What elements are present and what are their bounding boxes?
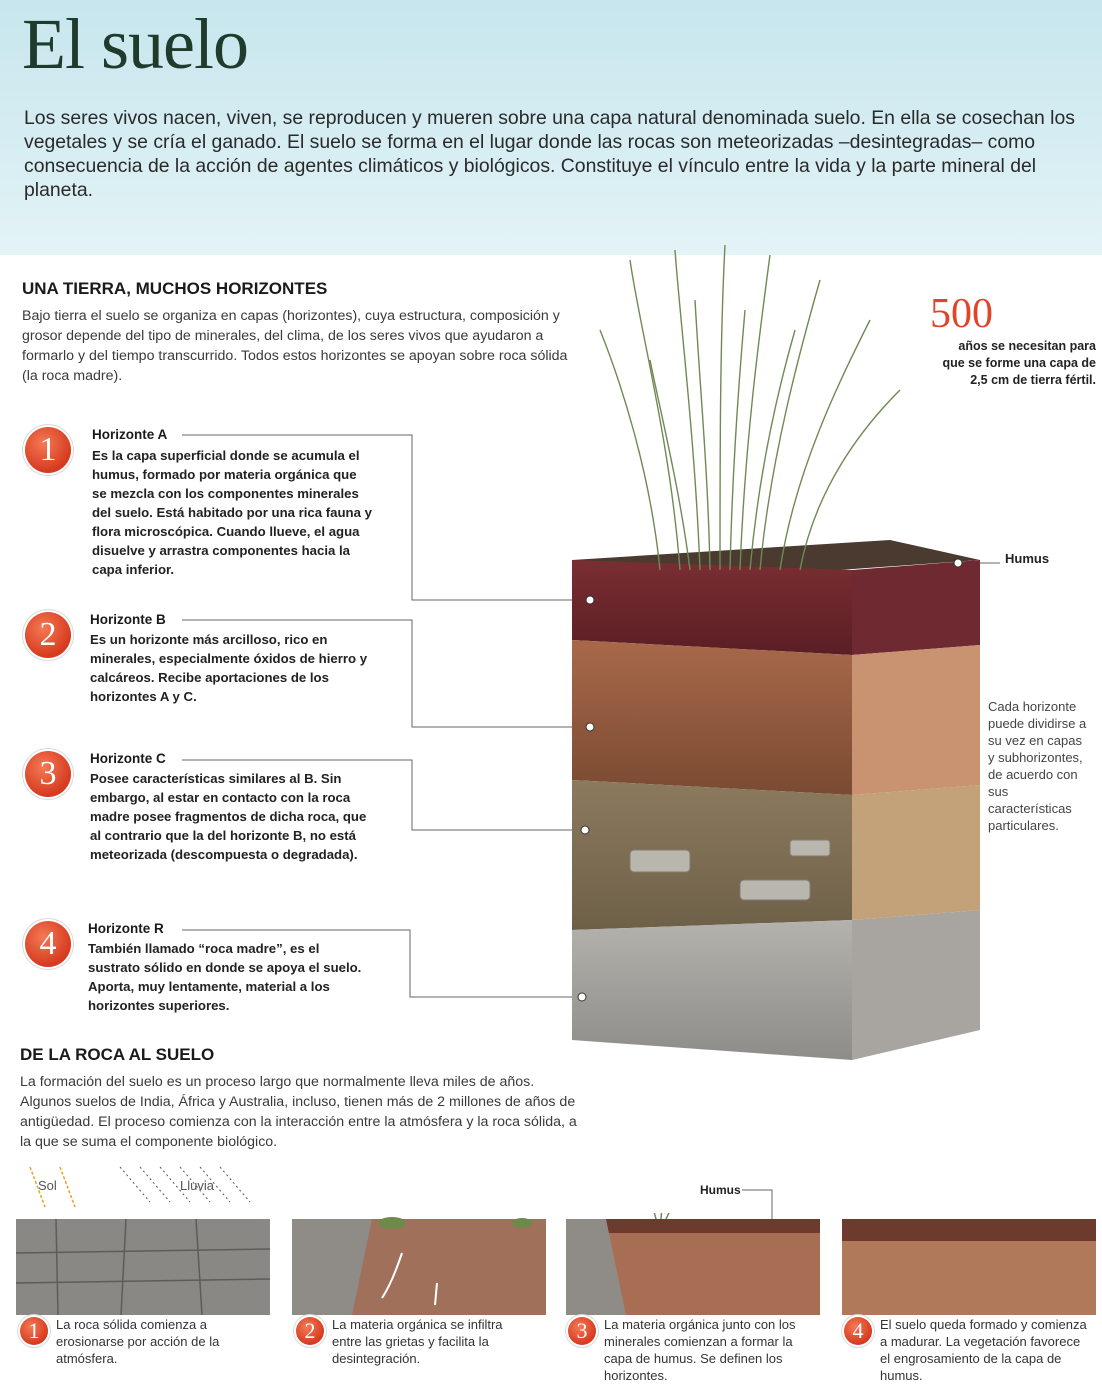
step-4-text: El suelo queda formado y comienza a madurar. La vegetación favorece el engrosamiento de la capa de humus.	[880, 1317, 1087, 1383]
sol-label: Sol	[38, 1178, 57, 1193]
horizon-r-title: Horizonte R	[88, 921, 164, 936]
step-3-text: La materia orgánica junto con los minerales comienzan a formar la capa de humus. Se definen los horizontes.	[604, 1317, 796, 1383]
badge-3: 3	[25, 751, 71, 797]
panel-2-cracks	[292, 1213, 546, 1315]
step-badge-2: 2	[296, 1317, 324, 1345]
humus-small-label: Humus	[700, 1183, 741, 1197]
fact-text: años se necesitan para que se forme una capa de 2,5 cm de tierra fértil.	[942, 339, 1096, 387]
horizon-c-side	[852, 785, 980, 920]
horizon-b-text: Es un horizonte más arcilloso, rico en minerales, especialmente óxidos de hierro y calcáreos. Recibe aportaciones de los horizontes A y C.	[90, 632, 368, 704]
horizon-a-side	[852, 560, 980, 655]
grass-tuft	[600, 245, 900, 570]
horizon-a-layer	[572, 560, 852, 655]
section-text-formation: La formación del suelo es un proceso largo que normalmente lleva miles de años. Algunos suelos de India, África y Australia, incluso, tienen más de 2 millones de años de antigüedad. El proceso comienza con la interacción entre la atmósfera y la roca sólida, a la que se suma el componente biológico.	[20, 1074, 577, 1150]
horizon-b-layer	[572, 640, 852, 795]
section-text-horizons: Bajo tierra el suelo se organiza en capas (horizontes), cuya estructura, composición y grosor depende del tipo de minerales, del clima, de los seres vivos que ayudaron a formarlo y del tiempo transcurrido. Todos estos horizontes se apoyan sobre roca sólida (la roca madre).	[22, 308, 568, 384]
section-heading-horizons: UNA TIERRA, MUCHOS HORIZONTES	[22, 279, 328, 298]
horizon-r-text: También llamado “roca madre”, es el sustrato sólido en donde se apoya el suelo. Aporta, muy lentamente, material a los horizontes superiores.	[88, 941, 362, 1013]
horizon-r-layer	[572, 920, 852, 1060]
section-heading-formation: DE LA ROCA AL SUELO	[20, 1045, 215, 1064]
horizon-c-text: Posee características similares al B. Sin embargo, al estar en contacto con la roca madre posee fragmentos de dicha roca, que al contrario que la del horizonte B, no está meteorizada (descompuesta o degradada).	[90, 771, 367, 862]
step-1-text: La roca sólida comienza a erosionarse por acción de la atmósfera.	[56, 1317, 220, 1366]
panel-4-soil	[842, 1213, 1096, 1315]
soil-column-illustration	[560, 240, 1000, 1070]
intro-paragraph: Los seres vivos nacen, viven, se reproducen y mueren sobre una capa natural denominada suelo. En ella se cosechan los vegetales y se cría el ganado. El suelo se forma en el lugar donde las rocas son meteorizadas –desintegradas– como consecuencia de la acción de agentes climáticos y biológicos. Constituye el vínculo entre la vida y la parte mineral del planeta.	[24, 107, 1075, 201]
badge-4: 4	[25, 921, 71, 967]
panel-1-rock	[16, 1213, 270, 1315]
horizon-a-text: Es la capa superficial donde se acumula el humus, formado por materia orgánica que se mezcla con los componentes minerales del suelo. Está habitado por una rica fauna y flora microscópica. Cuando llueve, el agua disuelve y arrastra componentes hacia la capa inferior.	[92, 448, 372, 577]
step-badge-4: 4	[844, 1317, 872, 1345]
horizon-r-side	[852, 910, 980, 1060]
badge-1: 1	[25, 427, 71, 473]
horizon-c-title: Horizonte C	[90, 751, 166, 766]
horizon-b-side	[852, 645, 980, 795]
lluvia-label: Lluvia	[180, 1178, 214, 1193]
badge-2: 2	[25, 612, 71, 658]
fact-number: 500	[930, 291, 993, 337]
step-badge-3: 3	[568, 1317, 596, 1345]
horizon-b-title: Horizonte B	[90, 612, 166, 627]
panel-3-humus	[566, 1213, 820, 1315]
page-title: El suelo	[22, 4, 248, 84]
horizon-a-title: Horizonte A	[92, 427, 168, 442]
step-badge-1: 1	[20, 1317, 48, 1345]
weather-arrows	[20, 1162, 260, 1212]
side-note: Cada horizonte puede dividirse a su vez en capas y subhorizontes, de acuerdo con sus características particulares.	[988, 699, 1087, 833]
humus-label: Humus	[1005, 551, 1050, 566]
step-2-text: La materia orgánica se infiltra entre las grietas y facilita la desintegración.	[332, 1317, 503, 1366]
